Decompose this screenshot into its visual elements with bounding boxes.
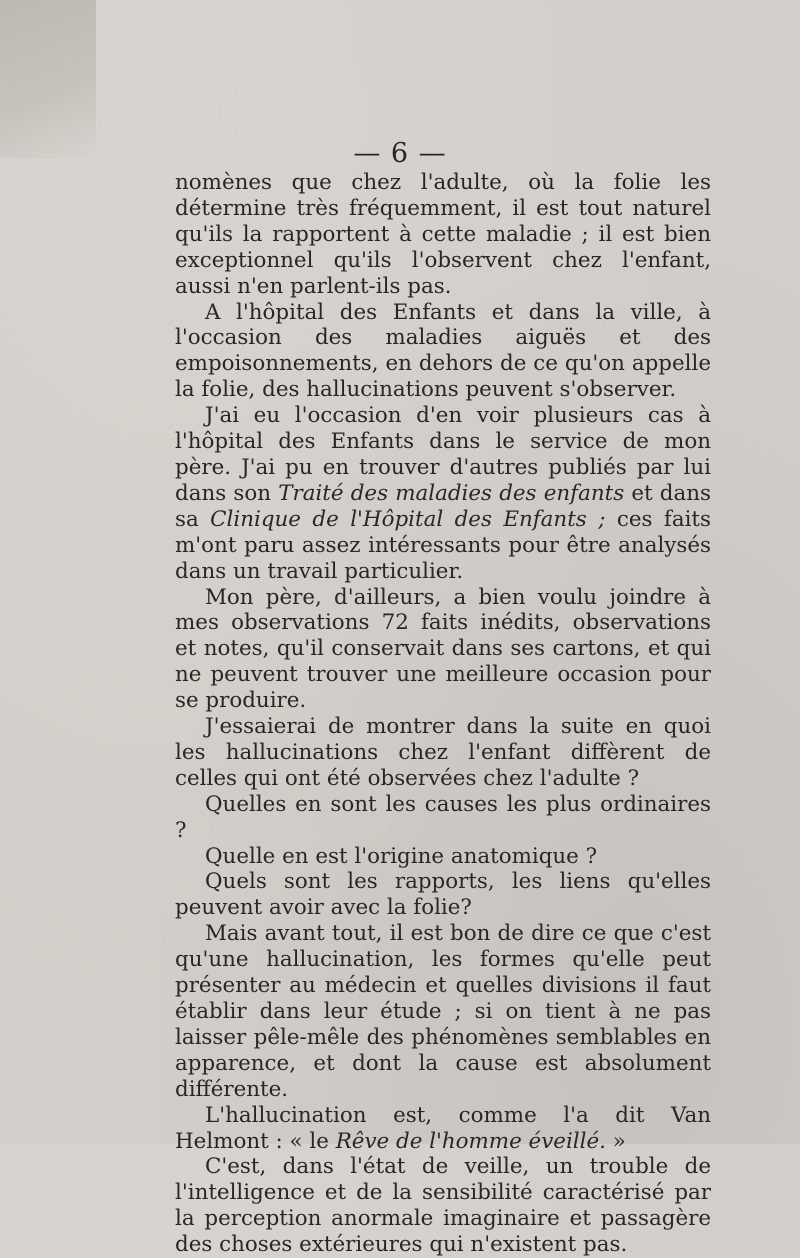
paragraph-text: J'ai eu l'occasion d'en voir plusieurs cas à l'hôpital des Enfants dans le service de mon père. J'ai pu en trouver d'autres publiés par lui dans son bbox=[175, 403, 711, 506]
paragraph-text: ces faits m'ont paru assez intéressants pour être analysés dans un travail particulier. bbox=[175, 506, 711, 584]
paragraph-text: L'hallucination est, comme l'a dit Van Helmont : « le bbox=[175, 1102, 711, 1154]
paragraph: Quelle en est l'origine anatomique ? bbox=[205, 843, 598, 869]
book-title-clinique: Clinique de l'Hôpital des Enfants ; bbox=[210, 506, 606, 532]
paragraph bbox=[175, 403, 711, 584]
book-title-traite: Traité des maladies des enfants bbox=[278, 480, 625, 506]
paragraph: C'est, dans l'état de veille, un trouble de l'intelligence et de la sensibilité caractérisé par la perception anormale imaginaire et passagère des choses extérieures qui n'existent pas. bbox=[175, 1154, 711, 1258]
paragraph: J'essaierai de montrer dans la suite en quoi les hallucinations chez l'enfant diffèrent de celles qui ont été observées chez l'adulte ? bbox=[175, 714, 711, 791]
paragraph-text: » bbox=[605, 1128, 626, 1154]
paragraph bbox=[175, 1103, 711, 1155]
body-text bbox=[175, 170, 711, 1258]
paragraph: Quels sont les rapports, les liens qu'elles peuvent avoir avec la folie? bbox=[175, 869, 711, 921]
page-number: — 6 — bbox=[353, 138, 447, 169]
paragraph: Mais avant tout, il est bon de dire ce que c'est qu'une hallucination, les formes qu'elle peut présenter au médecin et quelles divisions il faut établir dans leur étude ; si on tient à ne pas laisser pêle-mêle des phénomènes semblables en apparence, et dont la cause est absolument différente. bbox=[175, 921, 711, 1102]
paragraph: A l'hôpital des Enfants et dans la ville, à l'occasion des maladies aiguës et des empoisonnements, en dehors de ce qu'on appelle la folie, des hallucinations peuvent s'observer. bbox=[175, 299, 711, 403]
quote-reve: Rêve de l'homme éveillé. bbox=[335, 1128, 606, 1154]
paragraph: nomènes que chez l'adulte, où la folie les détermine très fréquemment, il est tout naturel qu'ils la rapportent à cette maladie ; il est bien exceptionnel qu'ils l'observent chez l'enfant, aussi n'en parlent-ils pas. bbox=[175, 170, 711, 299]
paragraph: Mon père, d'ailleurs, a bien voulu joindre à mes observations 72 faits inédits, observations et notes, qu'il conservait dans ses cartons, et qui ne peuvent trouver une meilleure occasion pour se produire. bbox=[175, 584, 711, 714]
page-stain bbox=[0, 0, 96, 158]
paragraph: Quelles en sont les causes les plus ordinaires ? bbox=[175, 791, 711, 843]
paragraph-text: et dans sa bbox=[175, 480, 711, 532]
